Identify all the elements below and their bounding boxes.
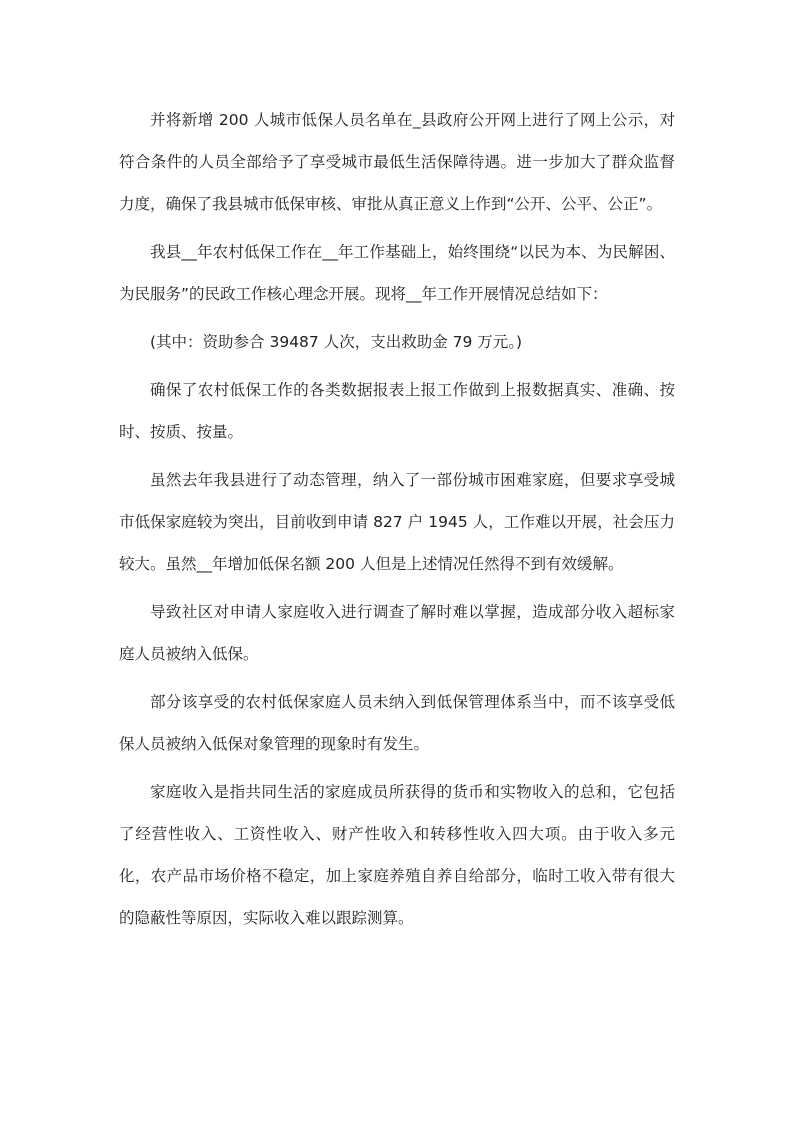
document-body bbox=[119, 100, 675, 946]
paragraph-5: 虽然去年我县进行了动态管理，纳入了一部份城市困难家庭，但要求享受城市低保家庭较为突出，目前收到申请 827 户 1945 人，工作难以开展，社会压力较大。虽然__年增加低保名额 200 人但是上述情况任然得不到有效缓解。 bbox=[119, 471, 675, 573]
paragraph-6: 导致社区对申请人家庭收入进行调查了解时难以掌握，造成部分收入超标家庭人员被纳入低保。 bbox=[119, 603, 675, 664]
paragraph-4: 确保了农村低保工作的各类数据报表上报工作做到上报数据真实、准确、按时、按质、按量。 bbox=[119, 381, 675, 442]
paragraph-8: 家庭收入是指共同生活的家庭成员所获得的货币和实物收入的总和，它包括了经营性收入、工资性收入、财产性收入和转移性收入四大项。由于收入多元化，农产品市场价格不稳定，加上家庭养殖自养自给部分，临时工收入带有很大的隐蔽性等原因，实际收入难以跟踪测算。 bbox=[119, 783, 675, 927]
paragraph-2: 我县__年农村低保工作在__年工作基础上，始终围绕“以民为本、为民解困、为民服务”的民政工作核心理念开展。现将__年工作开展情况总结如下： bbox=[119, 242, 675, 303]
paragraph-7: 部分该享受的农村低保家庭人员未纳入到低保管理体系当中，而不该享受低保人员被纳入低保对象管理的现象时有发生。 bbox=[119, 693, 675, 754]
paragraph-3: (其中：资助参合 39487 人次，支出救助金 79 万元。) bbox=[150, 332, 523, 351]
paragraph-1: 并将新增 200 人城市低保人员名单在_县政府公开网上进行了网上公示，对符合条件的人员全部给予了享受城市最低生活保障待遇。进一步加大了群众监督力度，确保了我县城市低保审核、审批从真正意义上作到“公开、公平、公正”。 bbox=[119, 111, 675, 213]
